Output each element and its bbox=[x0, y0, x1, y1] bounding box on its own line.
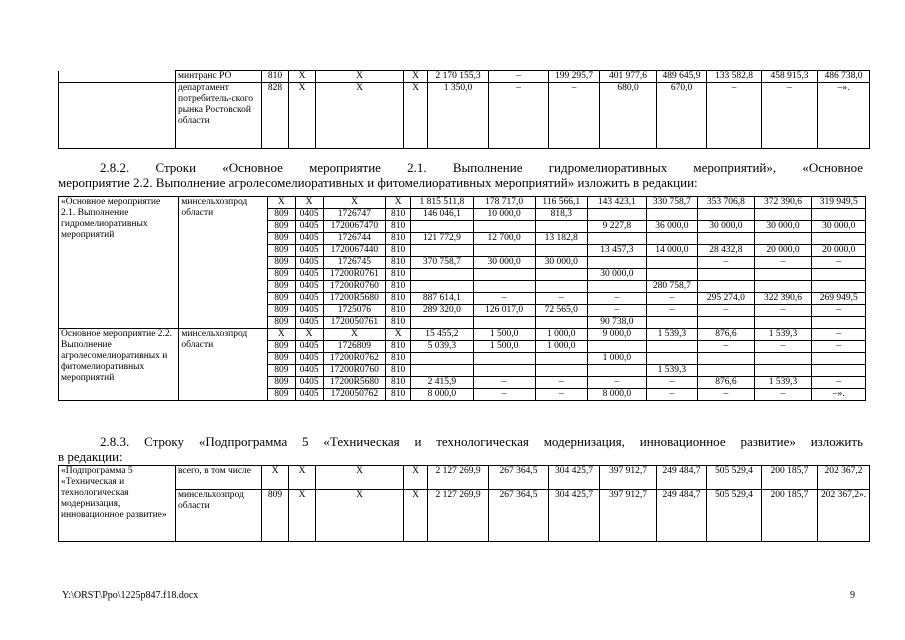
table-cell: 267 364,5 bbox=[489, 466, 549, 490]
table-cell: – bbox=[812, 257, 866, 269]
table-cell: 1720067470 bbox=[323, 221, 386, 233]
table-cell bbox=[410, 317, 473, 329]
table-cell: департамент потребитель-ского рынка Ростовской области bbox=[176, 83, 262, 149]
table-cell: 199 295,7 bbox=[549, 71, 600, 83]
table-cell: 810 bbox=[386, 269, 411, 281]
table-cell: 810 bbox=[386, 209, 411, 221]
table-cell: 17200R5680 bbox=[323, 377, 386, 389]
table-cell: – bbox=[754, 341, 812, 353]
table-cell bbox=[646, 353, 697, 365]
table-cell: Х bbox=[289, 490, 316, 542]
table-cell: Х bbox=[404, 466, 428, 490]
table-cell: – bbox=[588, 377, 647, 389]
table-cell: 0405 bbox=[295, 389, 323, 401]
table-cell bbox=[754, 281, 812, 293]
table-top bbox=[58, 70, 870, 149]
table-cell: – bbox=[489, 71, 549, 83]
table-cell: 809 bbox=[267, 269, 295, 281]
table-cell: 486 738,0 bbox=[818, 71, 870, 83]
table-cell: Х bbox=[289, 71, 316, 83]
table-cell bbox=[588, 209, 647, 221]
table-cell: Х bbox=[404, 71, 428, 83]
page-number: 9 bbox=[850, 590, 855, 601]
table-cell: – bbox=[535, 389, 587, 401]
table-cell: 810 bbox=[262, 71, 289, 83]
table-row bbox=[59, 197, 866, 209]
table-cell bbox=[473, 245, 535, 257]
executor-cell: минсельхозпрод области bbox=[179, 329, 268, 401]
table-row bbox=[59, 466, 870, 490]
measure-name-cell: Основное мероприятие 2.2. Выполнение агролесомелиоративных и фитомелиоративных мероприятий bbox=[59, 329, 179, 401]
table-cell: 809 bbox=[267, 281, 295, 293]
table-cell: Х bbox=[289, 83, 316, 149]
table-cell: – bbox=[489, 83, 549, 149]
table-cell: 30 000,0 bbox=[754, 221, 812, 233]
table-cell: – bbox=[646, 293, 697, 305]
table-cell: – bbox=[812, 377, 866, 389]
table-cell: 20 000,0 bbox=[812, 245, 866, 257]
table-cell: 1 539,3 bbox=[646, 329, 697, 341]
table-cell: 810 bbox=[386, 245, 411, 257]
table-cell: 809 bbox=[267, 233, 295, 245]
table-cell bbox=[754, 209, 812, 221]
table-cell: 1 539,3 bbox=[754, 329, 812, 341]
table-cell: 1 815 511,8 bbox=[410, 197, 473, 209]
table-cell: Х bbox=[386, 197, 411, 209]
table-cell bbox=[473, 365, 535, 377]
paragraph-line: 2.8.3. Строку «Подпрограмма 5 «Техническая и технологическая модернизация, инновационное развитие» изложить bbox=[100, 434, 863, 449]
measure-name-cell: «Основное мероприятие 2.1. Выполнение гидромелиоративных мероприятий bbox=[59, 197, 179, 329]
table-cell: 121 772,9 bbox=[410, 233, 473, 245]
table-cell: 809 bbox=[267, 341, 295, 353]
table-cell bbox=[535, 317, 587, 329]
table-row bbox=[59, 83, 870, 149]
table-cell bbox=[410, 365, 473, 377]
table-cell: 1720050761 bbox=[323, 317, 386, 329]
table-cell bbox=[812, 209, 866, 221]
table-cell: Х bbox=[316, 71, 404, 83]
table-cell bbox=[646, 257, 697, 269]
table-cell: Х bbox=[267, 197, 295, 209]
table-cell bbox=[646, 233, 697, 245]
subprogram-name-cell: «Подпрограмма 5 «Техническая и технологическая модернизация, инновационное развитие» bbox=[59, 466, 176, 542]
table-cell: 1 539,3 bbox=[646, 365, 697, 377]
table-cell: 809 bbox=[267, 293, 295, 305]
table-cell: 295 274,0 bbox=[698, 293, 755, 305]
table-cell: 249 484,7 bbox=[657, 490, 707, 542]
table-cell: – bbox=[812, 305, 866, 317]
table-cell: Х bbox=[386, 329, 411, 341]
table-cell: –». bbox=[818, 83, 870, 149]
table-cell: 280 758,7 bbox=[646, 281, 697, 293]
table-cell: Х bbox=[316, 83, 404, 149]
table-cell: 397 912,7 bbox=[600, 490, 657, 542]
table-cell: 818,3 bbox=[535, 209, 587, 221]
table-cell: 680,0 bbox=[600, 83, 657, 149]
table-cell: Х bbox=[262, 466, 289, 490]
table-cell bbox=[535, 281, 587, 293]
table-cell: – bbox=[473, 377, 535, 389]
table-cell bbox=[535, 221, 587, 233]
table-cell bbox=[646, 209, 697, 221]
executor-cell: минсельхозпрод области bbox=[179, 197, 268, 329]
table-cell: – bbox=[646, 389, 697, 401]
table-cell: – bbox=[588, 293, 647, 305]
table-cell: 397 912,7 bbox=[600, 466, 657, 490]
table-cell: 489 645,9 bbox=[657, 71, 707, 83]
table-cell bbox=[812, 353, 866, 365]
table-cell: 36 000,0 bbox=[646, 221, 697, 233]
table-cell: Х bbox=[316, 490, 404, 542]
table-cell bbox=[698, 353, 755, 365]
table-cell: 1720067440 bbox=[323, 245, 386, 257]
table-cell bbox=[754, 269, 812, 281]
table-cell: 887 614,1 bbox=[410, 293, 473, 305]
paragraph-line: в редакции: bbox=[58, 449, 123, 464]
table-cell: 304 425,7 bbox=[549, 490, 600, 542]
table-cell: 809 bbox=[267, 221, 295, 233]
table-cell: 0405 bbox=[295, 245, 323, 257]
table-cell bbox=[588, 365, 647, 377]
table-cell: 505 529,4 bbox=[707, 466, 762, 490]
table-cell: 200 185,7 bbox=[762, 490, 818, 542]
table-cell bbox=[646, 317, 697, 329]
table-cell bbox=[754, 353, 812, 365]
table-cell: 30 000,0 bbox=[535, 257, 587, 269]
table-cell bbox=[812, 269, 866, 281]
table-cell: 0405 bbox=[295, 269, 323, 281]
paragraph-line: мероприятие 2.2. Выполнение агролесомелиоративных и фитомелиоративных мероприятий» изложить в редакции: bbox=[58, 175, 698, 190]
table-cell bbox=[535, 353, 587, 365]
table-cell: 17200R0760 bbox=[323, 365, 386, 377]
table-cell: 1726809 bbox=[323, 341, 386, 353]
table-cell: – bbox=[698, 389, 755, 401]
table-cell: Х bbox=[323, 197, 386, 209]
table-cell: Х bbox=[323, 329, 386, 341]
table-cell: 809 bbox=[267, 389, 295, 401]
table-cell bbox=[812, 317, 866, 329]
table-cell: 1 000,0 bbox=[535, 341, 587, 353]
table-cell: 72 565,0 bbox=[535, 305, 587, 317]
table-cell: 17200R0760 bbox=[323, 281, 386, 293]
table-cell: 304 425,7 bbox=[549, 466, 600, 490]
table-cell: – bbox=[646, 305, 697, 317]
table-cell: 13 457,3 bbox=[588, 245, 647, 257]
footer-file-path: Y:\ORST\Ppo\1225p847.f18.docx bbox=[62, 590, 199, 601]
table-cell: 9 227,8 bbox=[588, 221, 647, 233]
table-cell: 810 bbox=[386, 389, 411, 401]
paragraph-2-8-3 bbox=[58, 434, 863, 464]
table-cell: – bbox=[535, 377, 587, 389]
table-cell: Х bbox=[404, 83, 428, 149]
table-cell: 200 185,7 bbox=[762, 466, 818, 490]
table-cell: 809 bbox=[267, 317, 295, 329]
table-cell: 809 bbox=[267, 353, 295, 365]
table-cell: Х bbox=[316, 466, 404, 490]
table-cell bbox=[473, 353, 535, 365]
table-cell: Х bbox=[267, 329, 295, 341]
table-cell: 2 127 269,9 bbox=[428, 490, 489, 542]
table-cell: 0405 bbox=[295, 221, 323, 233]
table-cell: 2 127 269,9 bbox=[428, 466, 489, 490]
table-cell: 809 bbox=[262, 490, 289, 542]
table-cell: минсельхозпрод области bbox=[176, 490, 262, 542]
table-cell: 2 415,9 bbox=[410, 377, 473, 389]
table-cell bbox=[59, 71, 176, 83]
table-cell bbox=[646, 269, 697, 281]
table-cell: 202 367,2». bbox=[818, 490, 870, 542]
table-cell: 809 bbox=[267, 209, 295, 221]
table-cell bbox=[410, 281, 473, 293]
table-cell bbox=[410, 221, 473, 233]
table-cell bbox=[754, 233, 812, 245]
table-cell: – bbox=[646, 377, 697, 389]
table-cell: – bbox=[707, 83, 762, 149]
table-cell: 14 000,0 bbox=[646, 245, 697, 257]
table-cell bbox=[812, 233, 866, 245]
table-cell bbox=[698, 269, 755, 281]
table-row bbox=[59, 329, 866, 341]
table-cell bbox=[473, 269, 535, 281]
table-cell: 0405 bbox=[295, 317, 323, 329]
table-cell: 8 000,0 bbox=[588, 389, 647, 401]
table-cell: 809 bbox=[267, 377, 295, 389]
table-cell: 90 738,0 bbox=[588, 317, 647, 329]
table-cell: – bbox=[754, 389, 812, 401]
table-cell: 10 000,0 bbox=[473, 209, 535, 221]
table-cell: 17200R0761 bbox=[323, 269, 386, 281]
table-cell: – bbox=[698, 305, 755, 317]
table-cell: – bbox=[762, 83, 818, 149]
table-main-measures bbox=[58, 196, 866, 401]
table-cell: – bbox=[588, 305, 647, 317]
table-cell: 17200R0762 bbox=[323, 353, 386, 365]
table-cell: 670,0 bbox=[657, 83, 707, 149]
table-cell: 810 bbox=[386, 317, 411, 329]
table-cell bbox=[646, 341, 697, 353]
table-cell: 0405 bbox=[295, 281, 323, 293]
table-cell: 133 582,8 bbox=[707, 71, 762, 83]
table-cell: 810 bbox=[386, 365, 411, 377]
table-cell bbox=[812, 281, 866, 293]
table-cell: 13 182,8 bbox=[535, 233, 587, 245]
table-cell: 143 423,1 bbox=[588, 197, 647, 209]
table-cell: 202 367,2 bbox=[818, 466, 870, 490]
table-cell: 810 bbox=[386, 305, 411, 317]
table-cell: 322 390,6 bbox=[754, 293, 812, 305]
table-cell: 269 949,5 bbox=[812, 293, 866, 305]
table-cell: 1 500,0 bbox=[473, 329, 535, 341]
table-cell: 828 bbox=[262, 83, 289, 149]
table-cell: 810 bbox=[386, 233, 411, 245]
table-cell: 876,6 bbox=[698, 329, 755, 341]
table-cell: 809 bbox=[267, 245, 295, 257]
table-cell: 5 039,3 bbox=[410, 341, 473, 353]
table-cell: 505 529,4 bbox=[707, 490, 762, 542]
table-cell: 178 717,0 bbox=[473, 197, 535, 209]
table-cell: –». bbox=[812, 389, 866, 401]
table-subprogram-5 bbox=[58, 465, 870, 542]
table-cell: 17200R5680 bbox=[323, 293, 386, 305]
table-cell: 810 bbox=[386, 293, 411, 305]
table-cell bbox=[535, 365, 587, 377]
table-cell: 146 046,1 bbox=[410, 209, 473, 221]
table-cell: 1 000,0 bbox=[535, 329, 587, 341]
table-cell: Х bbox=[295, 329, 323, 341]
table-cell: 809 bbox=[267, 365, 295, 377]
table-cell: 372 390,6 bbox=[754, 197, 812, 209]
table-cell: 30 000,0 bbox=[812, 221, 866, 233]
table-cell: 1726747 bbox=[323, 209, 386, 221]
table-cell: 810 bbox=[386, 341, 411, 353]
table-cell: Х bbox=[295, 197, 323, 209]
table-cell: 401 977,6 bbox=[600, 71, 657, 83]
table-cell: 116 566,1 bbox=[535, 197, 587, 209]
table-cell bbox=[473, 317, 535, 329]
table-cell: Х bbox=[404, 490, 428, 542]
table-cell: 1 539,3 bbox=[754, 377, 812, 389]
table-cell: 0405 bbox=[295, 305, 323, 317]
table-cell bbox=[588, 233, 647, 245]
table-cell: – bbox=[812, 329, 866, 341]
table-cell: – bbox=[754, 257, 812, 269]
table-cell: 1725076 bbox=[323, 305, 386, 317]
table-cell bbox=[754, 317, 812, 329]
table-cell bbox=[535, 245, 587, 257]
table-cell: 810 bbox=[386, 377, 411, 389]
table-cell: 12 700,0 bbox=[473, 233, 535, 245]
table-cell: 876,6 bbox=[698, 377, 755, 389]
table-cell: – bbox=[812, 341, 866, 353]
table-cell: – bbox=[473, 293, 535, 305]
table-cell: 249 484,7 bbox=[657, 466, 707, 490]
table-cell bbox=[754, 365, 812, 377]
table-cell: 1726745 bbox=[323, 257, 386, 269]
table-row bbox=[59, 490, 870, 542]
table-cell bbox=[698, 365, 755, 377]
table-cell bbox=[588, 341, 647, 353]
table-cell: 289 320,0 bbox=[410, 305, 473, 317]
table-cell: 15 455,2 bbox=[410, 329, 473, 341]
table-cell: всего, в том числе bbox=[176, 466, 262, 490]
table-cell bbox=[698, 233, 755, 245]
table-cell: 1720050762 bbox=[323, 389, 386, 401]
table-cell: 30 000,0 bbox=[473, 257, 535, 269]
table-cell: 2 170 155,3 bbox=[428, 71, 489, 83]
table-cell: – bbox=[473, 389, 535, 401]
table-cell bbox=[698, 281, 755, 293]
table-cell bbox=[410, 245, 473, 257]
paragraph-line: 2.8.2. Строки «Основное мероприятие 2.1. Выполнение гидромелиоративных мероприятий», «Основное bbox=[100, 160, 863, 175]
table-cell: 0405 bbox=[295, 365, 323, 377]
table-cell bbox=[812, 365, 866, 377]
table-cell: 810 bbox=[386, 281, 411, 293]
table-cell: 0405 bbox=[295, 353, 323, 365]
table-cell: – bbox=[698, 341, 755, 353]
table-cell: 28 432,8 bbox=[698, 245, 755, 257]
table-cell: 330 758,7 bbox=[646, 197, 697, 209]
table-cell: 458 915,3 bbox=[762, 71, 818, 83]
paragraph-2-8-2 bbox=[58, 160, 863, 190]
table-cell: 0405 bbox=[295, 377, 323, 389]
table-cell: 809 bbox=[267, 257, 295, 269]
table-cell: – bbox=[549, 83, 600, 149]
table-cell: 126 017,0 bbox=[473, 305, 535, 317]
table-cell: – bbox=[754, 305, 812, 317]
table-cell bbox=[59, 83, 176, 149]
table-cell bbox=[473, 281, 535, 293]
table-cell bbox=[410, 353, 473, 365]
table-cell: – bbox=[698, 257, 755, 269]
table-cell bbox=[698, 209, 755, 221]
table-cell: 1 000,0 bbox=[588, 353, 647, 365]
table-cell: 809 bbox=[267, 305, 295, 317]
table-cell: минтранс РО bbox=[176, 71, 262, 83]
table-cell bbox=[698, 317, 755, 329]
table-cell: 810 bbox=[386, 353, 411, 365]
table-cell bbox=[473, 221, 535, 233]
table-cell: 0405 bbox=[295, 233, 323, 245]
table-cell: 0405 bbox=[295, 209, 323, 221]
table-cell: 0405 bbox=[295, 341, 323, 353]
table-cell: 353 706,8 bbox=[698, 197, 755, 209]
table-cell: 9 000,0 bbox=[588, 329, 647, 341]
table-cell: 30 000,0 bbox=[588, 269, 647, 281]
table-cell: 0405 bbox=[295, 293, 323, 305]
table-cell: 267 364,5 bbox=[489, 490, 549, 542]
table-cell bbox=[535, 269, 587, 281]
table-row bbox=[59, 71, 870, 83]
table-cell: 370 758,7 bbox=[410, 257, 473, 269]
table-cell: 0405 bbox=[295, 257, 323, 269]
table-cell: 1 350,0 bbox=[428, 83, 489, 149]
table-cell: 810 bbox=[386, 257, 411, 269]
table-cell: 20 000,0 bbox=[754, 245, 812, 257]
table-cell: 1726744 bbox=[323, 233, 386, 245]
table-cell: 319 949,5 bbox=[812, 197, 866, 209]
table-cell: – bbox=[535, 293, 587, 305]
table-cell bbox=[588, 257, 647, 269]
table-cell bbox=[588, 281, 647, 293]
table-cell: 810 bbox=[386, 221, 411, 233]
table-cell: 1 500,0 bbox=[473, 341, 535, 353]
table-cell: 8 000,0 bbox=[410, 389, 473, 401]
table-cell: Х bbox=[289, 466, 316, 490]
table-cell: 30 000,0 bbox=[698, 221, 755, 233]
table-cell bbox=[410, 269, 473, 281]
